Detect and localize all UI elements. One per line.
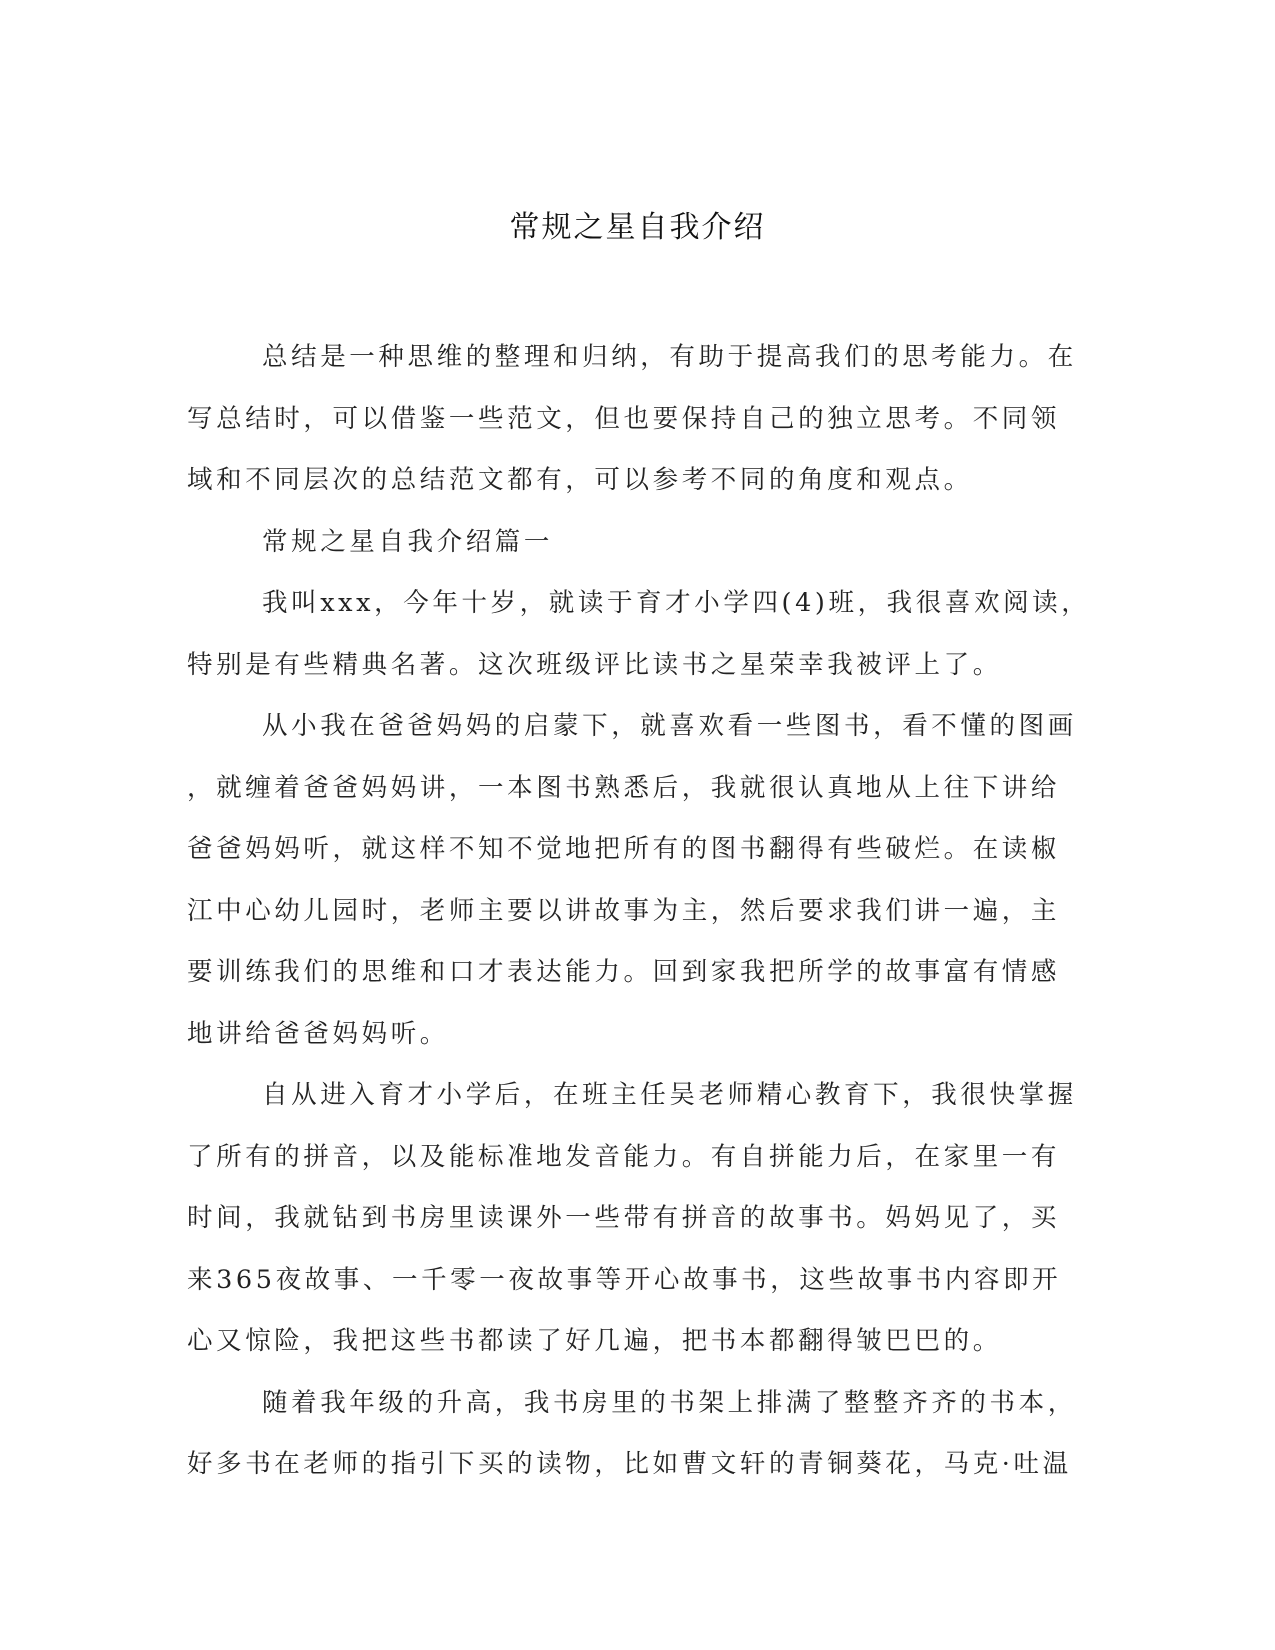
text-line: 随着我年级的升高，我书房里的书架上排满了整整齐齐的书本， [262,1387,1077,1418]
text-line: 了所有的拼音，以及能标准地发音能力。有自拼能力后，在家里一有 [187,1141,1061,1172]
text-line: 时间，我就钻到书房里读课外一些带有拼音的故事书。妈妈见了，买 [187,1203,1061,1233]
text-line: 心又惊险，我把这些书都读了好几遍，把书本都翻得皱巴巴的。 [187,1326,1002,1356]
text-line: 地讲给爸爸妈妈听。 [187,1018,449,1049]
text-line: 好多书在老师的指引下买的读物，比如曹文轩的青铜葵花，马克·吐温 [187,1449,1072,1479]
text-line: 江中心幼儿园时，老师主要以讲故事为主，然后要求我们讲一遍，主 [187,895,1061,926]
text-line: 要训练我们的思维和口才表达能力。回到家我把所学的故事富有情感 [187,957,1061,987]
section-heading: 常规之星自我介绍篇一 [262,526,554,557]
text-line: ，就缠着爸爸妈妈讲，一本图书熟悉后，我就很认真地从上往下讲给 [187,772,1061,803]
text-line: 写总结时，可以借鉴一些范文，但也要保持自己的独立思考。不同领 [187,403,1061,434]
text-line: 爸爸妈妈听，就这样不知不觉地把所有的图书翻得有些破烂。在读椒 [187,834,1061,864]
text-line: 我叫xxx，今年十岁，就读于育才小学四(4)班，我很喜欢阅读， [262,588,1091,618]
text-line: 从小我在爸爸妈妈的启蒙下，就喜欢看一些图书，看不懂的图画 [262,711,1077,741]
text-line: 来365夜故事、一千零一夜故事等开心故事书，这些故事书内容即开 [187,1264,1062,1295]
document-body [187,327,1091,1496]
text-line: 自从进入育才小学后，在班主任吴老师精心教育下，我很快掌握 [262,1080,1077,1110]
text-line: 特别是有些精典名著。这次班级评比读书之星荣幸我被评上了。 [187,649,1002,680]
text-line: 总结是一种思维的整理和归纳，有助于提高我们的思考能力。在 [262,342,1077,372]
text-line: 域和不同层次的总结范文都有，可以参考不同的角度和观点。 [187,465,973,495]
document-title: 常规之星自我介绍 [509,210,766,245]
